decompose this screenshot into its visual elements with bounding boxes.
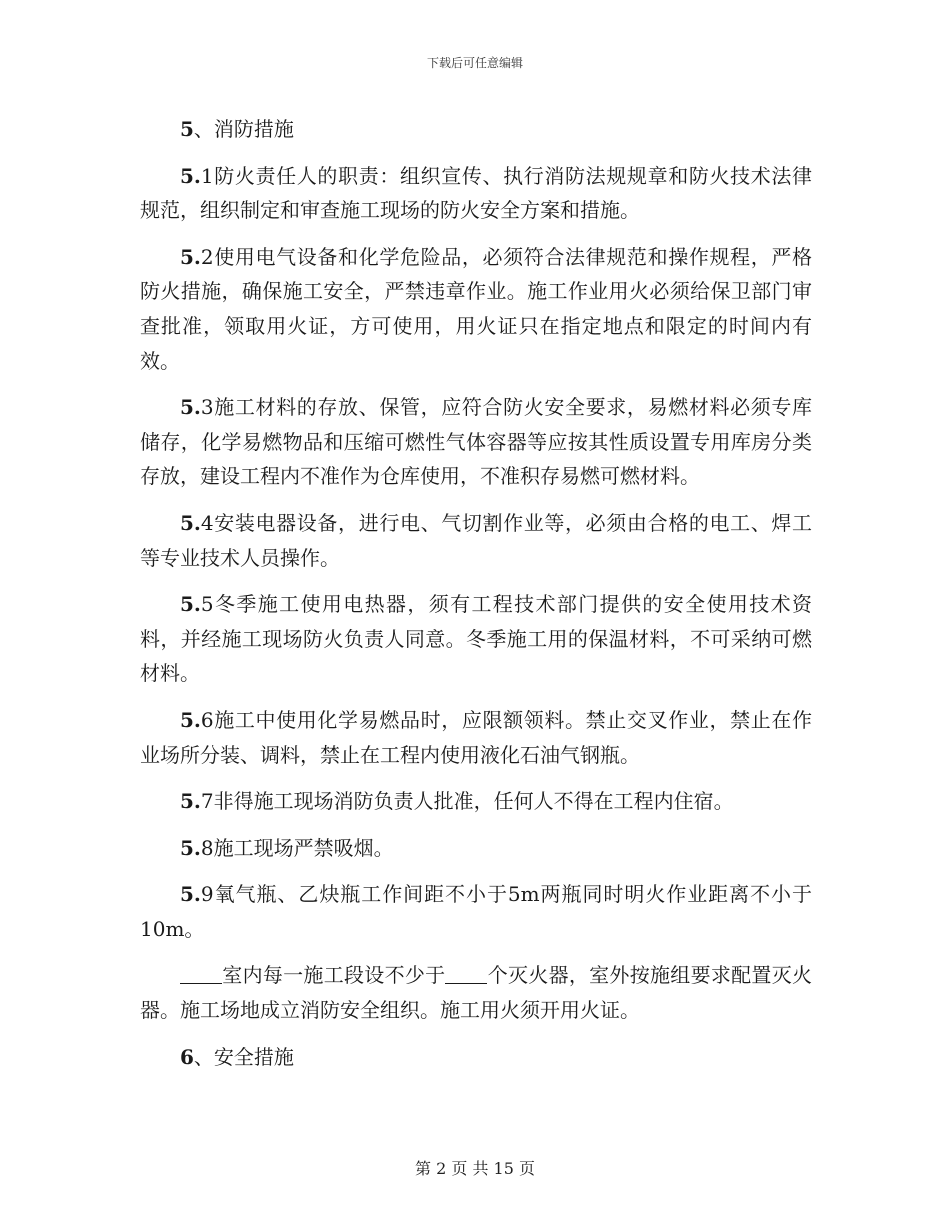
list-item	[140, 390, 812, 494]
fill-text-part1: 室内每一施工段设不少于	[222, 963, 446, 988]
item-number: 5.	[180, 163, 201, 188]
item-subnumber: 4	[200, 510, 214, 535]
fill-text-part2: 个灭火器，室外按施组要求配置灭火器。施工场地成立消防安全组织。施工用火须开用火证。	[140, 963, 813, 1023]
item-subnumber: 6	[200, 707, 214, 732]
page-header: 下载后可任意编辑	[426, 56, 523, 70]
section-title-text: 、安全措施	[193, 1044, 294, 1069]
item-text: 使用电气设备和化学危险品，必须符合法律规范和操作规程，严格防火措施，确保施工安全，严禁违章作业。施工作业用火必须给保卫部门审查批准，领取用火证，方可使用，用火证只在指定地点和限定的时间内有效。	[140, 244, 812, 373]
item-text: 施工材料的存放、保管，应符合防火安全要求，易燃材料必须专库储存，化学易燃物品和压缩可燃性气体容器等应按其性质设置专用库房分类存放，建设工程内不准作为仓库使用，不准积存易燃可燃材料。	[140, 395, 812, 489]
item-subnumber: 8	[200, 835, 214, 860]
list-item	[140, 240, 812, 378]
item-number: 5.	[180, 707, 201, 732]
section-number: 5	[180, 117, 194, 141]
item-number: 5.	[180, 882, 201, 907]
item-subnumber: 3	[200, 395, 214, 420]
item-text: 冬季施工使用电热器，须有工程技术部门提供的安全使用技术资料，并经施工现场防火负责人同意。冬季施工用的保温材料，不可采纳可燃材料。	[140, 592, 812, 686]
list-item	[140, 877, 812, 946]
section-title-5	[140, 112, 812, 147]
item-subnumber: 1	[200, 163, 214, 188]
item-number: 5.	[180, 592, 201, 617]
item-number: 5.	[180, 510, 201, 535]
item-text: 氧气瓶、乙炔瓶工作间距不小于5m两瓶同时明火作业距离不小于10m。	[140, 882, 812, 941]
list-item	[140, 159, 812, 228]
blank-line	[445, 963, 487, 984]
list-item	[140, 703, 812, 772]
item-text: 安装电器设备，进行电、气切割作业等，必须由合格的电工、焊工等专业技术人员操作。	[140, 510, 812, 570]
section-title-text: 、消防措施	[193, 117, 294, 141]
item-subnumber: 2	[200, 244, 214, 269]
item-subnumber: 7	[200, 789, 214, 814]
list-item	[140, 506, 812, 575]
list-item	[140, 587, 812, 691]
page-footer: 第 2 页 共 15 页	[415, 1159, 535, 1178]
item-text: 防火责任人的职责：组织宣传、执行消防法规规章和防火技术法律规范，组织制定和审查施工现场的防火安全方案和措施。	[140, 163, 812, 223]
item-number: 5.	[180, 244, 201, 269]
section-number: 6	[180, 1044, 194, 1069]
fill-in-paragraph	[140, 958, 812, 1027]
section-title-6	[140, 1040, 812, 1075]
blank-line	[180, 963, 222, 984]
item-text: 非得施工现场消防负责人批准，任何人不得在工程内住宿。	[213, 789, 734, 814]
item-text: 施工中使用化学易燃品时，应限额领料。禁止交叉作业，禁止在作业场所分装、调料，禁止在工程内使用液化石油气钢瓶。	[140, 707, 812, 767]
item-text: 施工现场严禁吸烟。	[213, 835, 394, 860]
list-item	[140, 784, 812, 819]
list-item	[140, 831, 812, 866]
item-number: 5.	[180, 789, 201, 814]
document-body	[140, 112, 812, 1074]
item-subnumber: 9	[200, 882, 214, 907]
item-subnumber: 5	[200, 592, 214, 617]
item-number: 5.	[180, 835, 201, 860]
item-number: 5.	[180, 395, 201, 420]
